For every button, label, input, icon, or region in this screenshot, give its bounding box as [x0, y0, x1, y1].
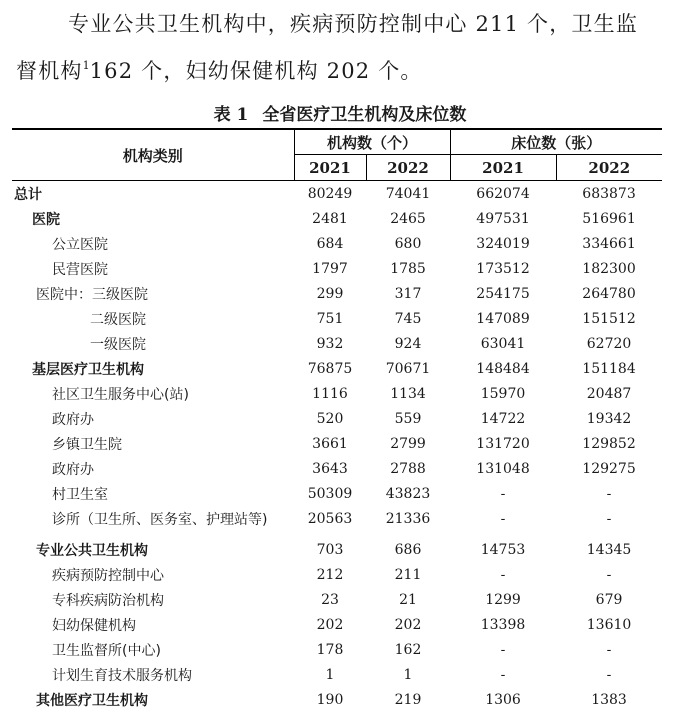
inst-2021: 684 [316, 235, 344, 252]
inst-2021: 520 [316, 410, 344, 427]
beds-2021: 148484 [476, 360, 530, 377]
inst-2022: 317 [394, 285, 422, 302]
row-label: 村卫生室 [52, 486, 108, 503]
beds-2022: 182300 [582, 260, 636, 277]
beds-2022: 13610 [586, 616, 632, 633]
row-label: 专科疾病防治机构 [52, 592, 164, 609]
row-label: 诊所（卫生所、医务室、护理站等) [52, 511, 268, 528]
inst-2022: 202 [394, 616, 422, 633]
inst-2021: 751 [316, 310, 344, 327]
beds-2021: 15970 [480, 385, 526, 402]
beds-2021: 254175 [476, 285, 530, 302]
header-inst-2022: 2022 [366, 155, 450, 181]
inst-2022: 219 [394, 691, 422, 708]
inst-2021: 76875 [307, 360, 353, 377]
header-beds-2022: 2022 [556, 155, 662, 181]
table-row [12, 256, 662, 281]
table-row [12, 381, 662, 406]
table-row [12, 306, 662, 331]
inst-2021: 2481 [312, 210, 348, 227]
table-row [12, 231, 662, 256]
inst-2022: 70671 [385, 360, 431, 377]
inst-2022: 2465 [390, 210, 426, 227]
inst-2022: 745 [394, 310, 422, 327]
beds-2021: - [500, 566, 506, 583]
beds-2021: 324019 [476, 235, 530, 252]
inst-2021: 3661 [312, 435, 348, 452]
beds-2022: 151512 [582, 310, 636, 327]
health-institutions-table [12, 128, 662, 712]
inst-2022: 924 [394, 335, 422, 352]
beds-2021: 63041 [480, 335, 526, 352]
table-row [12, 406, 662, 431]
inst-2022: 2799 [390, 435, 426, 452]
row-label: 疾病预防控制中心 [52, 567, 164, 584]
row-label: 总计 [14, 186, 42, 203]
inst-2021: 80249 [307, 185, 353, 202]
intro-line-2 [16, 52, 666, 85]
beds-2022: 264780 [582, 285, 636, 302]
beds-2021: 131048 [476, 460, 530, 477]
beds-2021: 1299 [485, 591, 521, 608]
intro-line-1: 专业公共卫生机构中，疾病预防控制中心 211 个，卫生监 [68, 12, 639, 36]
beds-2022: 129275 [582, 460, 636, 477]
beds-2021: 14753 [480, 541, 526, 558]
table-row [12, 431, 662, 456]
beds-2022: 334661 [582, 235, 636, 252]
row-label: 民营医院 [52, 261, 108, 278]
inst-2022: 559 [394, 410, 422, 427]
beds-2021: - [500, 485, 506, 502]
table-row [12, 587, 662, 612]
table-row [12, 356, 662, 381]
row-label: 卫生监督所(中心) [52, 642, 161, 659]
table-row [12, 637, 662, 662]
row-label: 乡镇卫生院 [52, 436, 122, 453]
inst-2021: 178 [316, 641, 344, 658]
inst-2021: 50309 [307, 485, 353, 502]
table-row [12, 612, 662, 637]
beds-2022: - [606, 566, 612, 583]
table-number: 表 1 [213, 105, 249, 125]
inst-2022: 21336 [385, 510, 431, 527]
row-label: 专业公共卫生机构 [36, 542, 148, 559]
beds-2022: 679 [595, 591, 623, 608]
inst-2022: 680 [394, 235, 422, 252]
header-category: 机构类别 [12, 129, 294, 181]
beds-2022: 62720 [586, 335, 632, 352]
beds-2022: 19342 [586, 410, 632, 427]
table-row [12, 331, 662, 356]
intro-text-b: 162 个，妇幼保健机构 202 个。 [89, 59, 423, 83]
beds-2021: 662074 [476, 185, 530, 202]
beds-2022: 20487 [586, 385, 632, 402]
row-label: 基层医疗卫生机构 [32, 361, 144, 378]
inst-2021: 23 [321, 591, 339, 608]
table-row [12, 456, 662, 481]
inst-2021: 190 [316, 691, 344, 708]
inst-2021: 932 [316, 335, 344, 352]
inst-2021: 299 [316, 285, 344, 302]
inst-2021: 703 [316, 541, 344, 558]
table-caption [0, 100, 680, 125]
beds-2021: - [500, 510, 506, 527]
table-row [12, 662, 662, 687]
row-label: 社区卫生服务中心(站) [52, 386, 189, 403]
beds-2022: 1383 [591, 691, 627, 708]
beds-2022: - [606, 666, 612, 683]
inst-2022: 686 [394, 541, 422, 558]
table-row [12, 687, 662, 712]
table-row [12, 281, 662, 306]
header-inst-2021: 2021 [294, 155, 366, 181]
beds-2022: 14345 [586, 541, 632, 558]
table-row [12, 506, 662, 531]
inst-2021: 212 [316, 566, 344, 583]
beds-2021: 497531 [476, 210, 530, 227]
intro-text-a: 督机构 [16, 59, 83, 83]
inst-2021: 202 [316, 616, 344, 633]
beds-2022: 151184 [582, 360, 636, 377]
table-title: 全省医疗卫生机构及床位数 [262, 105, 467, 125]
beds-2021: 13398 [480, 616, 526, 633]
header-beds: 床位数（张） [450, 129, 662, 155]
row-label: 其他医疗卫生机构 [36, 692, 148, 709]
footnote-marker: 1 [82, 59, 90, 72]
beds-2021: 14722 [480, 410, 526, 427]
beds-2022: - [606, 510, 612, 527]
row-label: 医院 [32, 211, 60, 228]
header-institutions: 机构数（个） [294, 129, 450, 155]
inst-2022: 2788 [390, 460, 426, 477]
beds-2022: - [606, 641, 612, 658]
inst-2022: 1134 [390, 385, 426, 402]
row-label: 医院中：三级医院 [36, 286, 148, 303]
beds-2021: 131720 [476, 435, 530, 452]
beds-2021: 147089 [476, 310, 530, 327]
inst-2022: 1 [403, 666, 413, 683]
table-row [12, 531, 662, 562]
row-label: 二级医院 [90, 311, 146, 328]
beds-2021: 173512 [476, 260, 530, 277]
row-label: 计划生育技术服务机构 [52, 667, 192, 684]
inst-2021: 20563 [307, 510, 353, 527]
header-beds-2021: 2021 [450, 155, 556, 181]
inst-2021: 1797 [312, 260, 348, 277]
inst-2022: 211 [394, 566, 422, 583]
inst-2022: 43823 [385, 485, 431, 502]
row-label: 政府办 [52, 461, 94, 478]
row-label: 一级医院 [90, 336, 146, 353]
inst-2021: 1116 [312, 385, 348, 402]
inst-2022: 162 [394, 641, 422, 658]
beds-2021: - [500, 666, 506, 683]
beds-2022: 683873 [582, 185, 636, 202]
table-body [12, 181, 662, 713]
beds-2022: 129852 [582, 435, 636, 452]
inst-2022: 74041 [385, 185, 431, 202]
row-label: 政府办 [52, 411, 94, 428]
inst-2022: 1785 [390, 260, 426, 277]
beds-2021: - [500, 641, 506, 658]
inst-2022: 21 [399, 591, 417, 608]
table-row [12, 481, 662, 506]
inst-2021: 3643 [312, 460, 348, 477]
beds-2022: 516961 [582, 210, 636, 227]
row-label: 公立医院 [52, 236, 108, 253]
inst-2021: 1 [325, 666, 335, 683]
beds-2022: - [606, 485, 612, 502]
table-row [12, 181, 662, 207]
row-label: 妇幼保健机构 [52, 617, 136, 634]
beds-2021: 1306 [485, 691, 521, 708]
table-row [12, 562, 662, 587]
table-row [12, 206, 662, 231]
